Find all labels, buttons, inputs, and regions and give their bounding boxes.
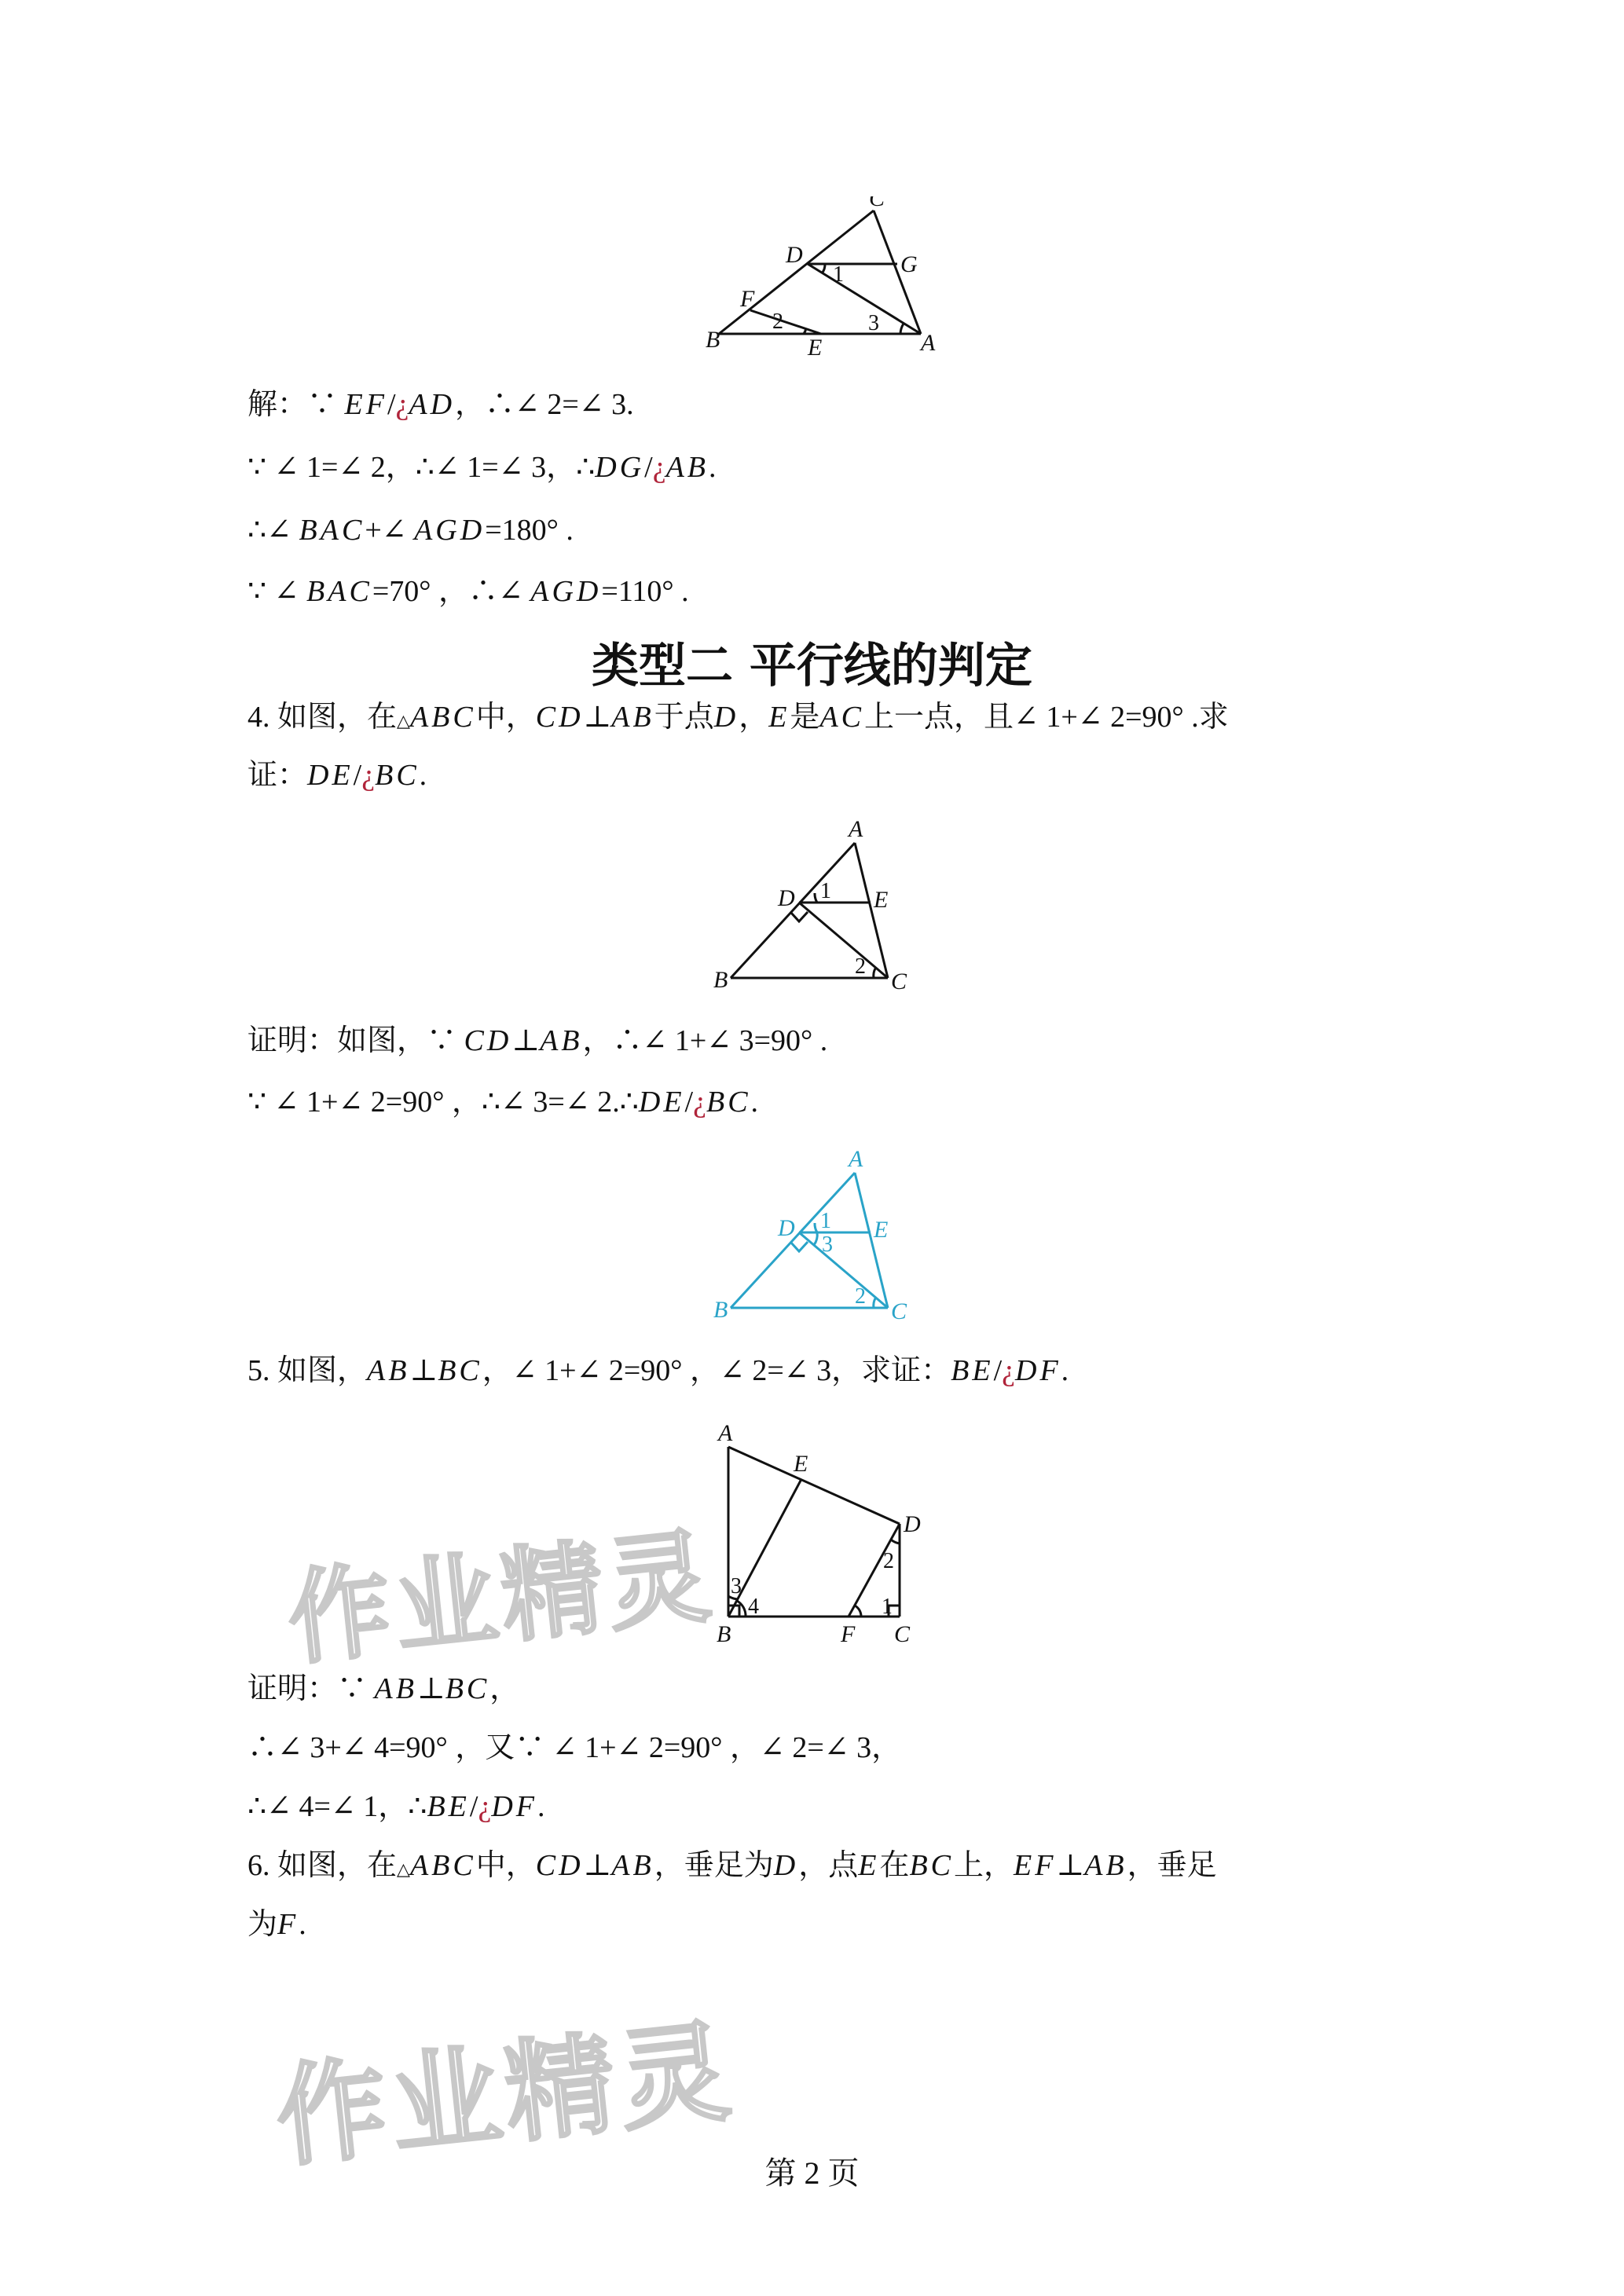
label-b: B — [713, 967, 728, 993]
problem5-statement: 5. 如图，AB⊥BC，∠ 1+∠ 2=90° ，∠ 2=∠ 3，求证：BE/¿DF. — [247, 1354, 1069, 1387]
label-angle-2: 2 — [772, 309, 783, 334]
label-a: A — [849, 816, 863, 842]
angle-arc-1 — [815, 893, 817, 903]
label-b: B — [706, 327, 720, 353]
label-d: D — [904, 1511, 921, 1537]
problem4-proof-line-1: 证明：如图，∵ CD⊥AB，∴∠ 1+∠ 3=90° . — [247, 1024, 828, 1057]
problem4-proof-line-2: ∵ ∠ 1+∠ 2=90° ，∴∠ 3=∠ 2.∴DE/¿BC. — [247, 1086, 759, 1119]
label-f: F — [740, 286, 755, 312]
angle-arc-3 — [900, 324, 904, 334]
label-e: E — [874, 887, 889, 913]
figure-problem4 — [707, 813, 943, 1002]
segment-dc — [799, 1232, 888, 1308]
label-c: C — [891, 1298, 907, 1324]
problem5-proof-line-2: ∴∠ 3+∠ 4=90° ，又∵ ∠ 1+∠ 2=90° ，∠ 2=∠ 3， — [247, 1731, 902, 1764]
angle-arc-2 — [874, 1298, 875, 1308]
page-number: 第 2 页 — [764, 2155, 860, 2191]
label-a: A — [718, 1420, 733, 1446]
label-c: C — [894, 1621, 911, 1647]
label-angle-1: 1 — [820, 879, 831, 903]
label-e: E — [808, 335, 823, 361]
solution3-line-3: ∴∠ BAC+∠ AGD=180° . — [247, 514, 574, 547]
figure-problem4-annotated — [707, 1143, 943, 1331]
label-angle-4: 4 — [748, 1595, 759, 1619]
label-angle-2: 2 — [855, 1284, 866, 1309]
label-c: C — [869, 196, 885, 211]
angle-arc-1 — [815, 1223, 817, 1232]
label-angle-2: 2 — [883, 1549, 894, 1573]
problem6-line-1: 6. 如图，在△ABC中，CD⊥AB，垂足为D，点E在BC上，EF⊥AB，垂足 — [247, 1849, 1217, 1882]
label-angle-1: 1 — [882, 1595, 893, 1619]
solution3-line-4: ∵ ∠ BAC=70° ，∴∠ AGD=110° . — [247, 575, 689, 608]
solution3-line-2: ∵ ∠ 1=∠ 2，∴∠ 1=∠ 3，∴DG/¿AB. — [247, 451, 717, 484]
label-d: D — [786, 242, 803, 268]
section-heading: 类型二 平行线的判定 — [592, 639, 1032, 694]
label-e: E — [794, 1451, 808, 1477]
angle-arc-1 — [855, 1606, 861, 1617]
right-angle-mark — [790, 912, 808, 921]
angle-arc-1 — [822, 264, 825, 273]
angle-arc-2 — [874, 969, 875, 978]
problem5-proof-line-1: 证明：∵ AB⊥BC， — [247, 1672, 520, 1705]
figure-problem5 — [707, 1414, 935, 1650]
solution3-line-1: 解：∵ EF/¿AD，∴∠ 2=∠ 3. — [247, 388, 634, 421]
label-d: D — [778, 885, 795, 911]
label-angle-3: 3 — [822, 1232, 833, 1257]
label-b: B — [717, 1621, 731, 1647]
angle-arc-3 — [814, 1232, 817, 1245]
problem4-line-2: 证：DE/¿BC. — [247, 759, 427, 792]
label-b: B — [713, 1297, 728, 1323]
angle-arc-2 — [891, 1540, 900, 1543]
label-e: E — [874, 1217, 889, 1243]
label-d: D — [778, 1215, 795, 1241]
segment-fe — [750, 310, 821, 334]
label-angle-3: 3 — [731, 1574, 742, 1598]
label-angle-1: 1 — [820, 1209, 831, 1233]
label-a: A — [849, 1146, 863, 1172]
problem6-line-2: 为F. — [247, 1908, 306, 1941]
label-angle-3: 3 — [868, 311, 879, 335]
label-c: C — [891, 969, 907, 994]
figure-triangle-efad — [691, 196, 951, 361]
segment-ad — [728, 1447, 900, 1524]
label-g: G — [900, 251, 918, 277]
label-angle-2: 2 — [855, 954, 866, 979]
watermark-2: 作业精灵 — [270, 2007, 741, 2184]
watermark-1: 作业精灵 — [282, 1515, 720, 1679]
problem5-proof-line-3: ∴∠ 4=∠ 1，∴BE/¿DF. — [247, 1790, 545, 1823]
label-a: A — [921, 330, 936, 356]
segment-dc — [799, 903, 888, 978]
problem4-line-1: 4. 如图，在△ABC中，CD⊥AB于点D，E是AC上一点，且∠ 1+∠ 2=90° .求 — [247, 701, 1229, 734]
label-f: F — [841, 1621, 856, 1647]
label-angle-1: 1 — [833, 262, 844, 287]
segment-bc — [719, 211, 874, 334]
right-angle-mark — [790, 1242, 808, 1251]
